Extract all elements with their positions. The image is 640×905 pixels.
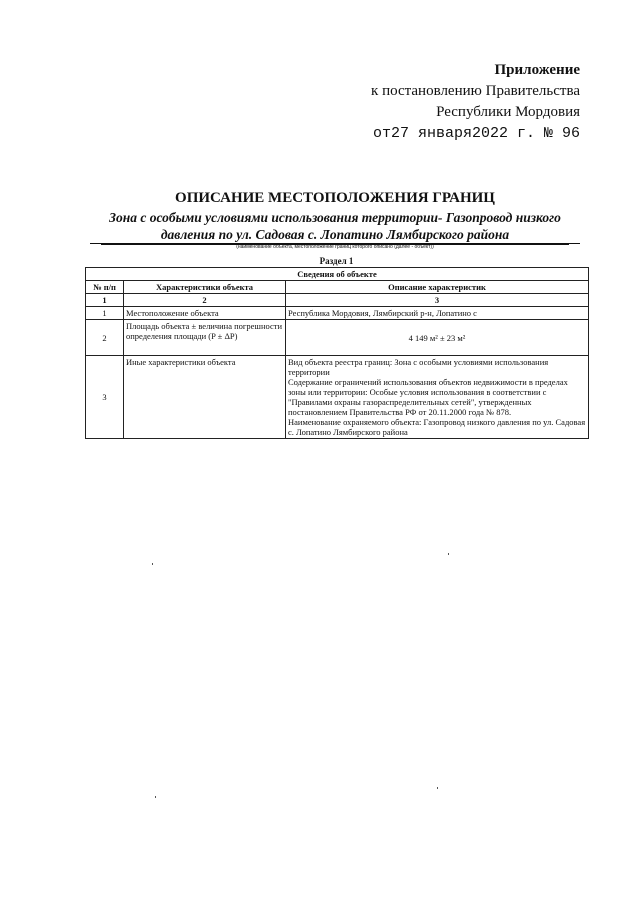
row-description [286, 320, 589, 356]
subtitle-line-1: Зона с особыми условиями использования территории- Газопровод низкого [109, 210, 561, 225]
row-characteristic: Иные характеристики объекта [124, 356, 286, 439]
document-title: ОПИСАНИЕ МЕСТОПОЛОЖЕНИЯ ГРАНИЦ [175, 190, 495, 206]
description-line: 4 149 м² ± 23 м² [408, 332, 466, 343]
subtitle-line-2: давления по ул. Садовая с. Лопатино Лямбирского района [101, 226, 569, 245]
header-characteristics: Характеристики объекта [124, 281, 286, 294]
object-caption: (наименование объекта, местоположение границ которого описано (далее - объект)) [236, 244, 434, 250]
row-description [286, 307, 589, 320]
table-row [86, 356, 589, 439]
appendix-block [320, 60, 580, 144]
appendix-line-1: к постановлению Правительства [371, 83, 580, 99]
row-characteristic: Площадь объекта ± величина погрешности определения площади (P ± ΔP) [124, 320, 286, 356]
appendix-heading: Приложение [494, 62, 580, 78]
row-number: 2 [86, 320, 124, 356]
row-characteristic: Местоположение объекта [124, 307, 286, 320]
scan-speck [152, 563, 153, 565]
table-row [86, 320, 589, 356]
row-number: 1 [86, 307, 124, 320]
table-index-row [86, 294, 589, 307]
row-number: 3 [86, 356, 124, 439]
table-caption-row [86, 268, 589, 281]
description-line: Вид объекта реестра границ: Зона с особыми условиями использования территории [288, 357, 549, 377]
header-number: № п/п [86, 281, 124, 294]
table-header-row [86, 281, 589, 294]
document-subtitle [90, 209, 580, 245]
section-label: Раздел 1 [319, 256, 354, 266]
description-line: Содержание ограничений использования объектов недвижимости в пределах зоны или территории: Особые условия использования в соответствии с "Правилами охраны газораспределительных сетей", утвержденных постановлением Правительства РФ от 20.11.2000 года № 878. [288, 377, 568, 417]
object-info-table [85, 267, 589, 439]
appendix-line-2: Республики Мордовия [436, 104, 580, 120]
scan-speck [437, 787, 438, 789]
appendix-date-number: от27 января2022 г. № 96 [372, 125, 580, 142]
index-cell: 1 [86, 294, 124, 307]
row-description [286, 356, 589, 439]
header-description: Описание характеристик [286, 281, 589, 294]
scan-speck [155, 796, 156, 798]
description-line: Наименование охраняемого объекта: Газопровод низкого давления по ул. Садовая с. Лопатино Лямбирского района [288, 417, 586, 437]
index-cell: 2 [124, 294, 286, 307]
table-row [86, 307, 589, 320]
scan-speck [448, 553, 449, 555]
table-caption: Сведения об объекте [86, 268, 589, 281]
index-cell: 3 [286, 294, 589, 307]
description-line: Республика Мордовия, Лямбирский р-н, Лопатино с [288, 308, 477, 318]
